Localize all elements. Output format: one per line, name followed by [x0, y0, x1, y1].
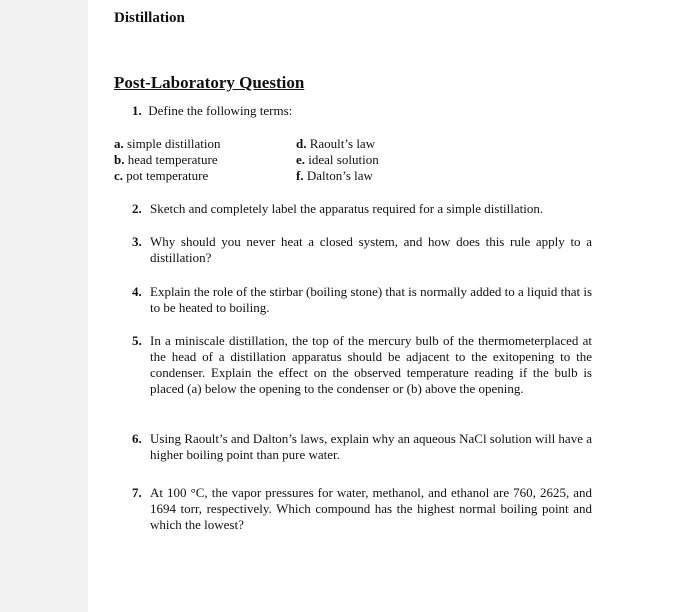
- term-text: pot temperature: [126, 168, 209, 183]
- term-letter: a.: [114, 136, 124, 151]
- question-number: 3.: [132, 234, 142, 249]
- term-text: Dalton’s law: [306, 168, 373, 183]
- terms-left-column: [114, 136, 221, 184]
- question-2: [132, 201, 592, 217]
- question-number: 2.: [132, 201, 142, 216]
- question-5: [132, 333, 592, 397]
- question-4: [132, 284, 592, 316]
- term-item: [296, 152, 379, 168]
- term-item: [114, 136, 221, 152]
- term-letter: b.: [114, 152, 125, 167]
- term-text: simple distillation: [127, 136, 221, 151]
- term-letter: c.: [114, 168, 124, 183]
- section-heading: Post-Laboratory Question: [114, 73, 305, 92]
- question-6: [132, 431, 592, 463]
- question-number: 5.: [132, 333, 142, 348]
- question-text: Using Raoult’s and Dalton’s laws, explain why an aqueous NaCl solution will have a higher boiling point than pure water.: [150, 431, 592, 462]
- term-text: ideal solution: [308, 152, 379, 167]
- question-number: 1.: [132, 103, 142, 118]
- term-item: [296, 136, 379, 152]
- question-text: Explain the role of the stirbar (boiling stone) that is normally added to a liquid that is to be heated to boiling.: [150, 284, 592, 315]
- term-letter: d.: [296, 136, 307, 151]
- question-7: [132, 485, 592, 533]
- question-3: [132, 234, 592, 266]
- question-number: 4.: [132, 284, 142, 299]
- term-item: [114, 152, 221, 168]
- question-number: 6.: [132, 431, 142, 446]
- question-text: In a miniscale distillation, the top of the mercury bulb of the thermometerplaced at the head of a distillation apparatus should be adjacent to the exitopening to the condenser. Explain the effect on the observed temperature reading if the bulb is placed (a) below the opening to the condenser or (b) above the opening.: [150, 333, 592, 396]
- term-item: [296, 168, 379, 184]
- term-item: [114, 168, 221, 184]
- terms-right-column: [296, 136, 379, 184]
- question-number: 7.: [132, 485, 142, 500]
- question-text: Define the following terms:: [148, 103, 293, 118]
- term-text: head temperature: [127, 152, 218, 167]
- term-letter: e.: [296, 152, 306, 167]
- term-letter: f.: [296, 168, 304, 183]
- question-text: Why should you never heat a closed system, and how does this rule apply to a distillation?: [150, 234, 592, 265]
- question-1: [132, 103, 292, 119]
- document-title: Distillation: [114, 10, 185, 26]
- question-text: At 100 °C, the vapor pressures for water, methanol, and ethanol are 760, 2625, and 1694 torr, respectively. Which compound has the highest normal boiling point and which the lowest?: [150, 485, 592, 532]
- term-text: Raoult’s law: [309, 136, 376, 151]
- question-text: Sketch and completely label the apparatus required for a simple distillation.: [150, 201, 544, 216]
